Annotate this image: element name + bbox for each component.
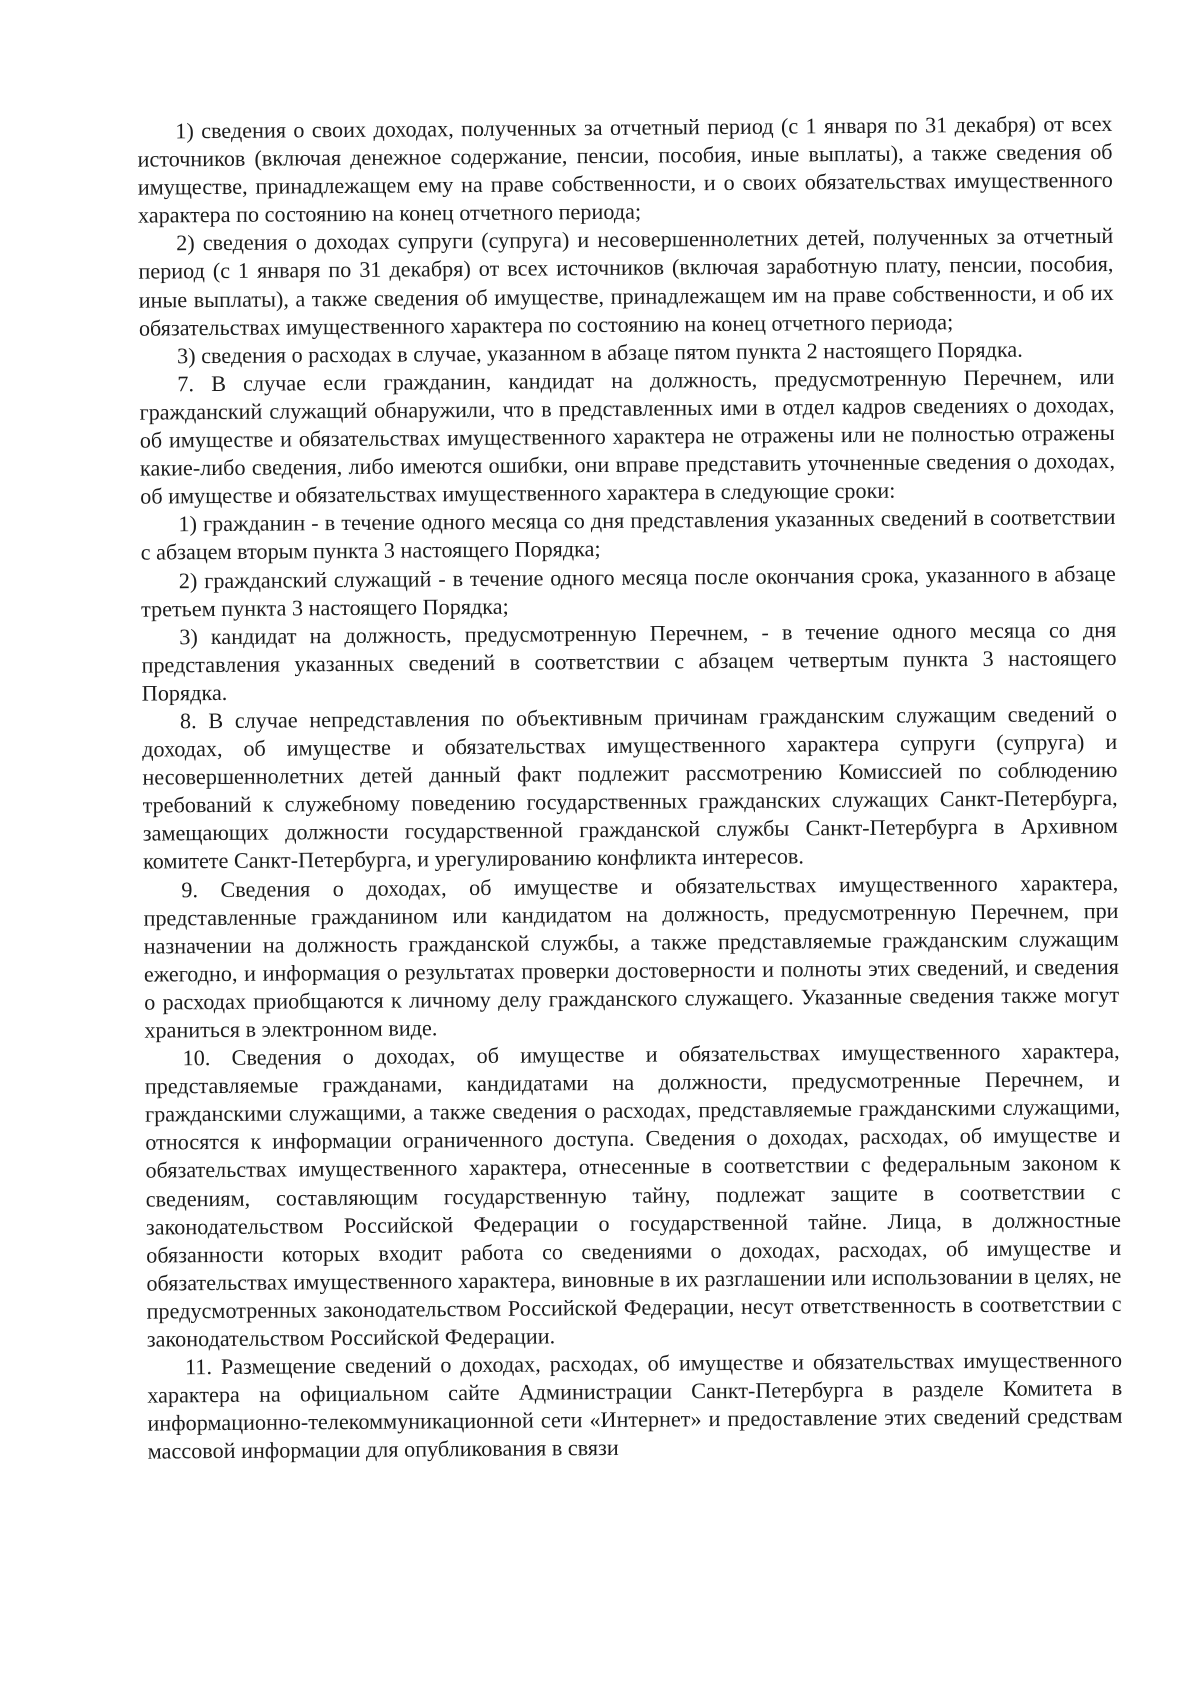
paragraph-item-2-spouse-income: 2) сведения о доходах супруги (супруга) и несовершеннолетних детей, полученных за отчетный период (с 1 января по 31 декабря) от всех источников (включая заработную плату, пенсии, пособия, иные выплаты), а также сведения об имуществе, принадлежащем им на праве собственности, и об их обязательствах имущественного характера по состоянию на конец отчетного периода;: [138, 223, 1114, 341]
paragraph-item-3-expenses: 3) сведения о расходах в случае, указанном в абзаце пятом пункта 2 настоящего Порядка.: [177, 336, 1023, 369]
paragraph-clause-11: 11. Размещение сведений о доходах, расходах, об имуществе и обязательствах имущественного характера на официальном сайте Администрации Санкт-Петербурга в разделе Комитета в информационно-телекоммуникационной сети «Интернет» и предоставление этих сведений средствам массовой информации для опубликования в связи: [147, 1347, 1123, 1464]
paragraph-clause-10: 10. Сведения о доходах, об имуществе и обязательствах имущественного характера, представляемые гражданами, кандидатами на должности, предусмотренные Перечнем, и гражданскими служащими, а также сведения о расходах, представляемые гражданскими служащими, относятся к информации ограниченного доступа. Сведения о доходах, расходах, об имуществе и обязательствах имущественного характера, отнесенные в соответствии с федеральным законом к сведениям, составляющим государственную тайну, подлежат защите в соответствии с законодательством Российской Федерации о государственной тайне. Лица, в должностные обязанности которых входит работа со сведениями о доходах, расходах, об имуществе и обязательствах имущественного характера, виновные в их разглашении или использовании в целях, не предусмотренных законодательством Российской Федерации, несут ответственность в соответствии с законодательством Российской Федерации.: [144, 1038, 1122, 1352]
paragraph-clause-7-item-2: 2) гражданский служащий - в течение одного месяца после окончания срока, указанного в абзаце третьем пункта 3 настоящего Порядка;: [140, 560, 1116, 622]
paragraph-clause-9: 9. Сведения о доходах, об имуществе и обязательствах имущественного характера, представленные гражданином или кандидатом на должность, предусмотренную Перечнем, при назначении на должность гражданской службы, а также представляемые гражданским служащим ежегодно, и информация о результатах проверки достоверности и полноты этих сведений, и сведения о расходах приобщаются к личному делу гражданского служащего. Указанные сведения также могут храниться в электронном виде.: [143, 869, 1120, 1043]
paragraph-item-1-own-income: 1) сведения о своих доходах, полученных за отчетный период (с 1 января по 31 декабря) от всех источников (включая денежное содержание, пенсии, пособия, иные выплаты), а также сведения об имуществе, принадлежащем ему на праве собственности, и о своих обязательствах имущественного характера по состоянию на конец отчетного периода;: [137, 110, 1113, 228]
paragraph-clause-8: 8. В случае непредставления по объективным причинам гражданским служащим сведений о доходах, об имуществе и обязательствах имущественного характера супруги (супруга) и несовершеннолетних детей данный факт подлежит рассмотрению Комиссией по соблюдению требований к служебному поведению государственных гражданских служащих Санкт-Петербурга, замещающих должности государственной гражданской службы Санкт-Петербурга в Архивном комитете Санкт-Петербурга, и урегулированию конфликта интересов.: [142, 700, 1118, 875]
paragraph-clause-7: 7. В случае если гражданин, кандидат на должность, предусмотренную Перечнем, или гражданский служащий обнаружили, что в представленных ими в отдел кадров сведениях о доходах, об имуществе и обязательствах имущественного характера не отражены или не полностью отражены какие-либо сведения, либо имеются ошибки, они вправе представить уточненные сведения о доходах, об имуществе и обязательствах имущественного характера в следующие сроки:: [139, 363, 1116, 509]
document-body: [137, 110, 1123, 1466]
paragraph-clause-7-item-1: 1) гражданин - в течение одного месяца со дня представления указанных сведений в соответствии с абзацем вторым пункта 3 настоящего Порядка;: [140, 504, 1116, 566]
paragraph-clause-7-item-3: 3) кандидат на должность, предусмотренную Перечнем, - в течение одного месяца со дня представления указанных сведений в соответствии с абзацем четвертым пункта 3 настоящего Порядка.: [141, 616, 1117, 706]
